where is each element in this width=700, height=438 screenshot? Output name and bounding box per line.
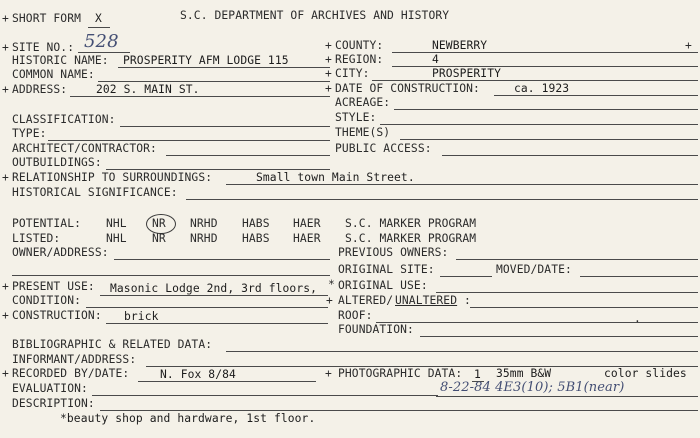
photo-count-value: 1: [474, 368, 481, 381]
region-value: 4: [432, 53, 439, 66]
description-label: DESCRIPTION:: [12, 397, 95, 410]
short-form-value: X: [95, 12, 102, 25]
short-form-underline: [88, 27, 110, 28]
condition-label: CONDITION:: [12, 294, 82, 307]
roof-underline: [376, 322, 698, 323]
city-underline: [372, 80, 698, 81]
unaltered-label: UNALTERED: [395, 294, 458, 307]
foundation-underline: [420, 336, 698, 337]
architect-label: ARCHITECT/CONTRACTOR:: [12, 142, 157, 155]
historic-name-value: PROSPERITY AFM LODGE 115: [123, 54, 289, 67]
description-underline: [100, 410, 698, 411]
listed-nhl: NHL: [106, 232, 127, 245]
plus-mark: +: [325, 53, 332, 66]
condition-underline: [86, 307, 328, 308]
acreage-label: ACREAGE:: [335, 96, 391, 109]
potential-nhl: NHL: [106, 217, 127, 230]
evaluation-label: EVALUATION:: [12, 382, 88, 395]
informant-label: INFORMANT/ADDRESS:: [12, 353, 137, 366]
potential-marker-program: S.C. MARKER PROGRAM: [345, 217, 477, 230]
owner-underline-2: [12, 275, 330, 276]
address-value: 202 S. MAIN ST.: [96, 83, 200, 96]
foundation-label: FOUNDATION:: [338, 323, 414, 336]
site-no-underline: [78, 52, 130, 53]
nr-circled-mark: [146, 214, 176, 234]
historic-name-underline: [118, 67, 330, 68]
date-underline: [494, 95, 698, 96]
owner-address-label: OWNER/ADDRESS:: [12, 246, 109, 259]
plus-mark: +: [325, 82, 332, 95]
common-name-label: COMMON NAME:: [12, 68, 95, 81]
photo-color: color slides: [604, 367, 687, 380]
potential-habs: HABS: [242, 217, 270, 230]
short-form-label: SHORT FORM: [12, 12, 82, 25]
previous-owners-underline: [456, 259, 698, 260]
altered-underline: [470, 307, 698, 308]
classification-label: CLASSIFICATION:: [12, 113, 116, 126]
plus-mark: +: [2, 41, 9, 54]
public-access-label: PUBLIC ACCESS:: [335, 142, 432, 155]
present-use-value: Masonic Lodge 2nd, 3rd floors,: [110, 282, 318, 295]
plus-mark: +: [325, 67, 332, 80]
asterisk-mark: *: [328, 278, 335, 291]
photographic-data-label: PHOTOGRAPHIC DATA:: [338, 367, 463, 380]
date-of-construction-label: DATE OF CONSTRUCTION:: [335, 82, 480, 95]
moved-date-label: MOVED/DATE:: [496, 263, 572, 276]
common-name-underline: [98, 81, 330, 82]
potential-nrhd: NRHD: [190, 217, 218, 230]
plus-mark: +: [685, 39, 692, 52]
plus-mark: +: [2, 367, 9, 380]
recorded-underline: [138, 381, 316, 382]
photo-underline: [436, 396, 698, 397]
plus-mark: +: [325, 367, 332, 380]
outbuildings-label: OUTBUILDINGS:: [12, 156, 102, 169]
historic-name-label: HISTORIC NAME:: [12, 54, 109, 67]
type-label: TYPE:: [12, 127, 47, 140]
city-label: CITY:: [335, 67, 370, 80]
altered-label: ALTERED/: [338, 294, 394, 307]
plus-mark: +: [326, 294, 333, 307]
listed-nr: NR: [152, 232, 166, 245]
original-use-underline: [436, 292, 698, 293]
recorded-by-value: N. Fox 8/84: [160, 368, 236, 381]
relationship-underline: [226, 184, 698, 185]
site-no-value: 528: [84, 31, 119, 52]
recorded-by-label: RECORDED BY/DATE:: [12, 367, 130, 380]
potential-haer: HAER: [293, 217, 321, 230]
listed-habs: HABS: [242, 232, 270, 245]
roof-label: ROOF:: [338, 309, 373, 322]
potential-label: POTENTIAL:: [12, 217, 82, 230]
architect-underline: [166, 155, 330, 156]
present-use-label: PRESENT USE:: [12, 280, 95, 293]
plus-mark: +: [2, 83, 9, 96]
bibliographic-underline: [226, 351, 698, 352]
historical-significance-label: HISTORICAL SIGNIFICANCE:: [12, 186, 178, 199]
plus-mark: +: [2, 280, 9, 293]
evaluation-underline: [92, 395, 438, 396]
address-label: ADDRESS:: [12, 83, 68, 96]
style-underline: [380, 124, 698, 125]
agency-title: S.C. DEPARTMENT OF ARCHIVES AND HISTORY: [180, 9, 450, 22]
original-site-label: ORIGINAL SITE:: [338, 263, 435, 276]
plus-mark: +: [2, 171, 9, 184]
themes-label: THEME(S): [335, 126, 391, 139]
date-of-construction-value: ca. 1923: [514, 82, 570, 95]
relationship-value: Small town Main Street.: [256, 171, 415, 184]
public-access-underline: [442, 155, 698, 156]
photo-type: 35mm B&W: [496, 367, 552, 380]
city-value: PROSPERITY: [432, 67, 502, 80]
construction-underline: [106, 323, 328, 324]
county-value: NEWBERRY: [432, 39, 488, 52]
plus-mark: +: [2, 309, 9, 322]
moved-date-underline: [580, 276, 698, 277]
plus-mark: +: [325, 39, 332, 52]
present-use-underline: [100, 295, 328, 296]
classification-underline: [120, 126, 330, 127]
original-use-label: ORIGINAL USE:: [338, 279, 428, 292]
photo-handwritten-note: 8-22-84 4E3(10); 5B1(near): [440, 380, 625, 395]
construction-value: brick: [124, 310, 159, 323]
description-value: *beauty shop and hardware, 1st floor.: [60, 412, 316, 425]
region-label: REGION:: [335, 53, 384, 66]
listed-nrhd: NRHD: [190, 232, 218, 245]
potential-nr: NR: [152, 217, 166, 230]
stray-mark: .: [634, 312, 641, 325]
owner-underline: [114, 259, 330, 260]
listed-label: LISTED:: [12, 232, 61, 245]
site-no-label: SITE NO.:: [12, 41, 75, 54]
listed-marker-program: S.C. MARKER PROGRAM: [345, 232, 477, 245]
plus-mark: +: [2, 12, 9, 25]
acreage-underline: [394, 109, 698, 110]
listed-haer: HAER: [293, 232, 321, 245]
previous-owners-label: PREVIOUS OWNERS:: [338, 246, 449, 259]
type-underline: [48, 140, 330, 141]
themes-underline: [400, 139, 698, 140]
significance-underline: [186, 199, 698, 200]
bibliographic-label: BIBLIOGRAPHIC & RELATED DATA:: [12, 338, 213, 351]
address-underline: [70, 96, 330, 97]
relationship-label: RELATIONSHIP TO SURROUNDINGS:: [12, 171, 213, 184]
construction-label: CONSTRUCTION:: [12, 309, 102, 322]
outbuildings-underline: [106, 169, 330, 170]
unaltered-colon: :: [464, 294, 471, 307]
original-site-underline: [440, 276, 492, 277]
county-label: COUNTY:: [335, 39, 384, 52]
style-label: STYLE:: [335, 111, 377, 124]
